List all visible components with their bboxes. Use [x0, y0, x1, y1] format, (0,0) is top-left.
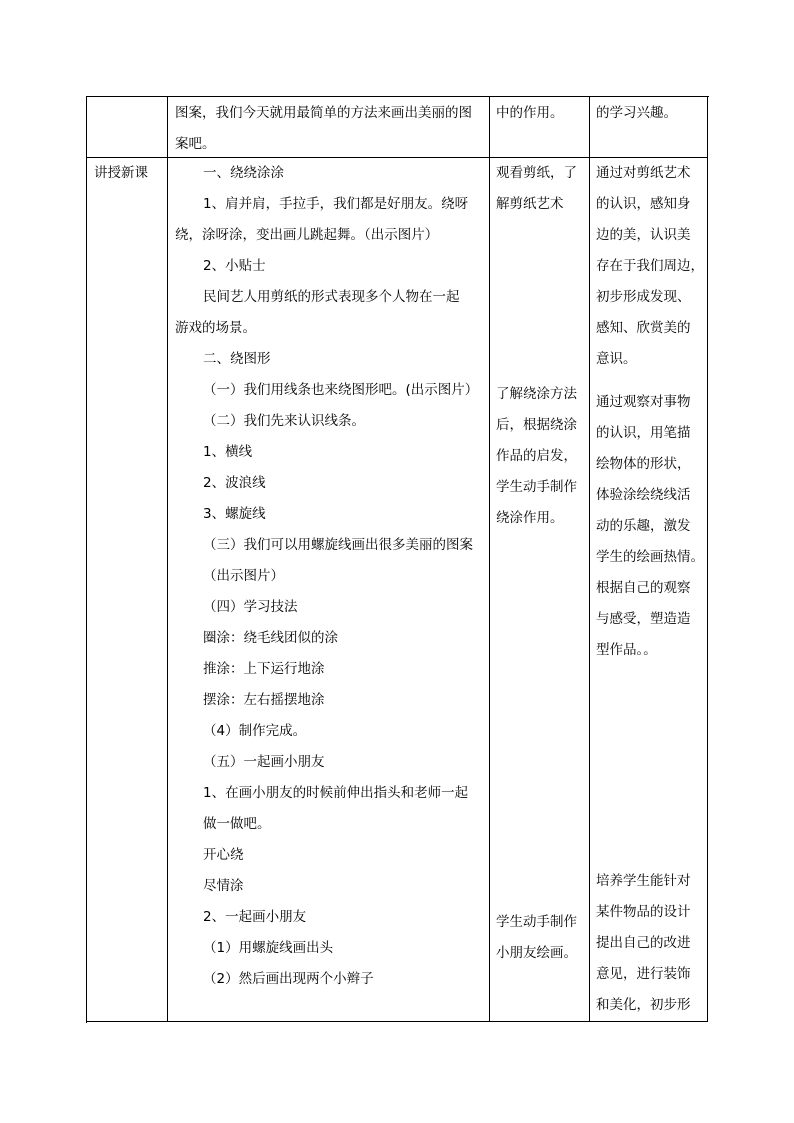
intent-line: 的认识，用笔描	[596, 425, 691, 441]
student-line: 观看剪纸，了	[496, 165, 577, 181]
intent-line: 体验涂绘绕线活	[596, 487, 691, 503]
intent-line: 的认识，感知身	[596, 196, 691, 212]
content-line: （一）我们用线条也来绕图形吧。(出示图片）	[203, 382, 479, 398]
content-line: 游戏的场景。	[175, 320, 256, 336]
content-line: 1、肩并肩，手拉手，我们都是好朋友。绕呀	[203, 196, 469, 212]
content-line: 1、横线	[203, 444, 253, 460]
student-line: 小朋友绘画。	[496, 945, 577, 961]
intent-line: 培养学生能针对	[596, 873, 691, 889]
row1-content	[175, 98, 485, 160]
content-line: （4）制作完成。	[203, 723, 307, 739]
content-line: 做一做吧。	[203, 816, 271, 832]
content-line: 民间艺人用剪纸的形式表现多个人物在一起	[203, 289, 460, 305]
table-border	[589, 96, 590, 1022]
student-activity-1	[496, 158, 586, 220]
intent-line: 绘物体的形状，	[596, 456, 691, 472]
content-line: （五）一起画小朋友	[203, 754, 325, 770]
content-line: 推涂：上下运行地涂	[203, 661, 325, 677]
student-line: 学生动手制作	[496, 479, 577, 495]
intent-line: 初步形成发现、	[596, 289, 691, 305]
row1-student-activity: 中的作用。	[496, 105, 564, 121]
student-line: 解剪纸艺术	[496, 196, 564, 212]
intent-line: 某件物品的设计	[596, 904, 691, 920]
content-line: （2）然后画出现两个小辫子	[203, 971, 374, 987]
intent-line: 和美化，初步形	[596, 997, 691, 1013]
content-line: （出示图片）	[203, 568, 284, 584]
intent-line: 学生的绘画热情。	[596, 549, 704, 565]
content-line: 绕，涂呀涂，变出画儿跳起舞。（出示图片）	[175, 227, 439, 243]
student-line: 绕涂作用。	[496, 510, 564, 526]
content-line: （四）学习技法	[203, 599, 298, 615]
intent-line: 感知、欣赏美的	[596, 320, 691, 336]
content-line: 圈涂：绕毛线团似的涂	[203, 630, 338, 646]
stage-label: 讲授新课	[94, 165, 148, 181]
intent-line: 边的美，认识美	[596, 227, 691, 243]
intent-line: 提出自己的改进	[596, 935, 691, 951]
intent-line: 动的乐趣，激发	[596, 518, 691, 534]
table-border	[167, 96, 168, 1022]
intent-line: 型作品。。	[596, 642, 657, 658]
content-line: 2、一起画小朋友	[203, 909, 307, 925]
content-line: 1、在画小朋友的时候前伸出指头和老师一起	[203, 785, 469, 801]
table-border	[707, 96, 708, 1022]
content-line: 3、螺旋线	[203, 506, 266, 522]
intent-line: 意见，进行装饰	[596, 966, 691, 982]
intent-line: 通过对剪纸艺术	[596, 165, 691, 181]
student-line: 学生动手制作	[496, 914, 577, 930]
content-line: （三）我们可以用螺旋线画出很多美丽的图案	[203, 537, 473, 553]
student-activity-3	[496, 907, 586, 969]
student-line: 了解绕涂方法	[496, 386, 577, 402]
row1-design-intent: 的学习兴趣。	[596, 105, 677, 121]
content-line: 一、绕绕涂涂	[203, 165, 284, 181]
intent-line: 根据自己的观察	[596, 580, 691, 596]
row2-content	[175, 158, 485, 995]
design-intent-3	[596, 866, 704, 1021]
content-line: 图案，我们今天就用最简单的方法来画出美丽的图	[175, 105, 472, 121]
table-border	[86, 1021, 708, 1022]
intent-line: 意识。	[596, 351, 637, 367]
design-intent-2	[596, 387, 704, 666]
content-line: 2、小贴士	[203, 258, 266, 274]
student-activity-2	[496, 379, 586, 534]
table-border	[489, 96, 490, 1022]
intent-line: 存在于我们周边，	[596, 258, 704, 274]
content-line: 案吧。	[175, 136, 216, 152]
intent-line: 与感受，塑造造	[596, 611, 691, 627]
content-line: 二、绕图形	[203, 351, 271, 367]
content-line: （二）我们先来认识线条。	[203, 413, 365, 429]
student-line: 后，根据绕涂	[496, 417, 577, 433]
content-line: 摆涂：左右摇摆地涂	[203, 692, 325, 708]
content-line: （1）用螺旋线画出头	[203, 940, 334, 956]
content-line: 尽情涂	[203, 878, 244, 894]
design-intent-1	[596, 158, 704, 375]
content-line: 2、波浪线	[203, 475, 266, 491]
content-line: 开心绕	[203, 847, 244, 863]
intent-line: 通过观察对事物	[596, 394, 691, 410]
student-line: 作品的启发，	[496, 448, 577, 464]
